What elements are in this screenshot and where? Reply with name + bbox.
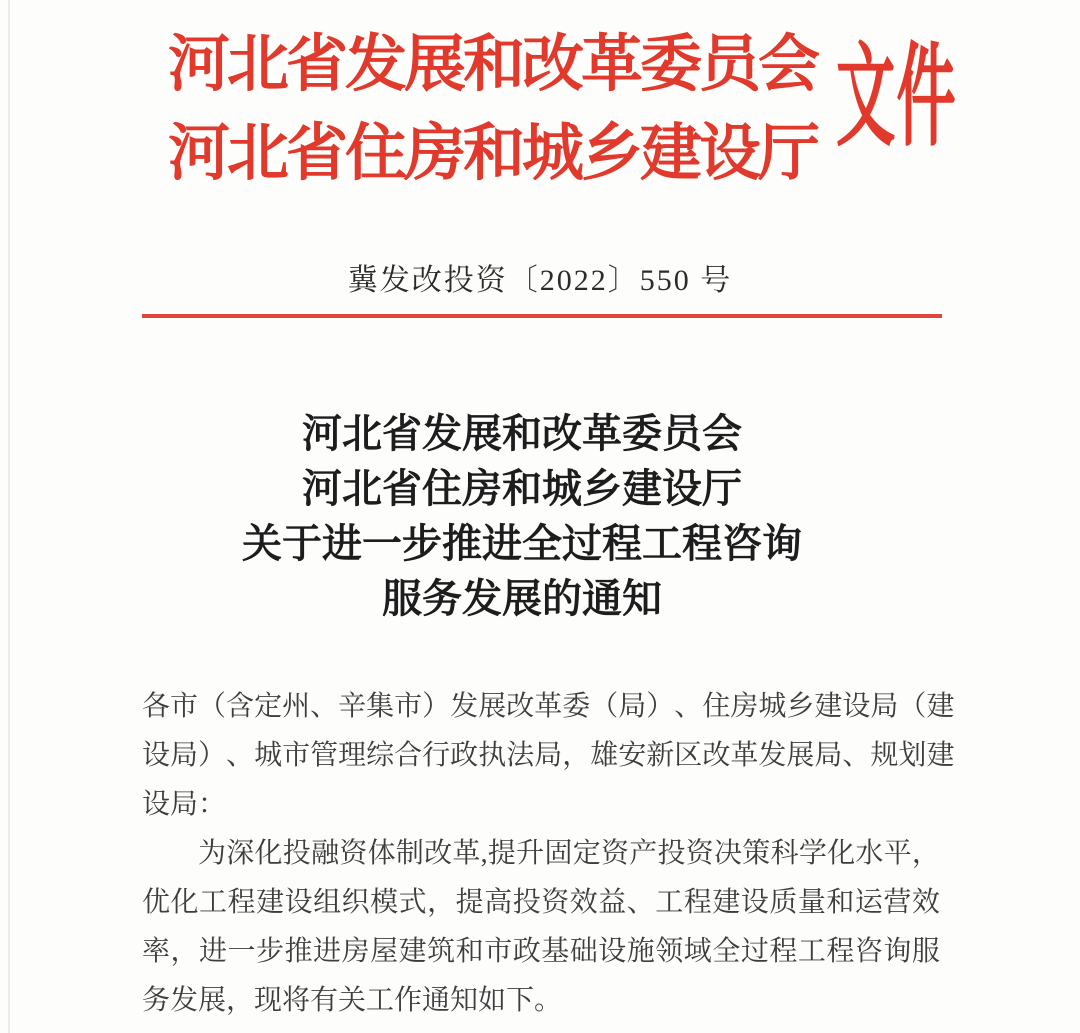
title-line-2: 河北省住房和城乡建设厅 — [302, 466, 742, 511]
paragraph-line: 率 ， 进 一 步 推 进 房 屋 建 筑 和 市 政 基 础 设 施 领 域 全 过 程 工 程 咨 询 服 — [142, 936, 940, 967]
document-body — [142, 682, 955, 1025]
paragraph-line: 务发展，现将有关工作通知如下。 — [142, 985, 563, 1016]
letterhead-agency-line-1: 河北省发展和改革委员会 — [168, 31, 818, 99]
letterhead-document-word: 文件 — [836, 36, 957, 160]
letterhead — [168, 21, 817, 199]
document-reference-number: 冀发改投资〔2022〕550 号 — [347, 264, 733, 297]
paragraph-line: 为 深 化 投 融 资 体 制 改 革 , 提 升 固 定 资 产 投 资 决 策 科 学 化 水 平 ， — [198, 838, 940, 869]
letterhead-agency-line-2: 河北省住房和城乡建设厅 — [168, 120, 818, 188]
document-title — [0, 406, 1062, 626]
red-divider-line — [142, 314, 942, 318]
paragraph-line: 优 化 工 程 建 设 组 织 模 式 ， 提 高 投 资 效 益 、 工 程 建 设 质 量 和 运 营 效 — [142, 887, 940, 918]
title-line-1: 河北省发展和改革委员会 — [302, 411, 742, 456]
title-line-3: 关于进一步推进全过程工程咨询 — [242, 521, 802, 566]
addressee-line: 设 局 ） 、 城 市 管 理 综 合 行 政 执 法 局 ， 雄 安 新 区 改 革 发 展 局 、 规 划 建 — [142, 740, 955, 771]
addressee-line: 各 市 （ 含 定 州 、 辛 集 市 ） 发 展 改 革 委 （ 局 ） 、 住 房 城 乡 建 设 局 （ 建 — [142, 691, 955, 722]
addressee-line: 设局： — [142, 789, 227, 820]
title-line-4: 服务发展的通知 — [382, 576, 662, 621]
